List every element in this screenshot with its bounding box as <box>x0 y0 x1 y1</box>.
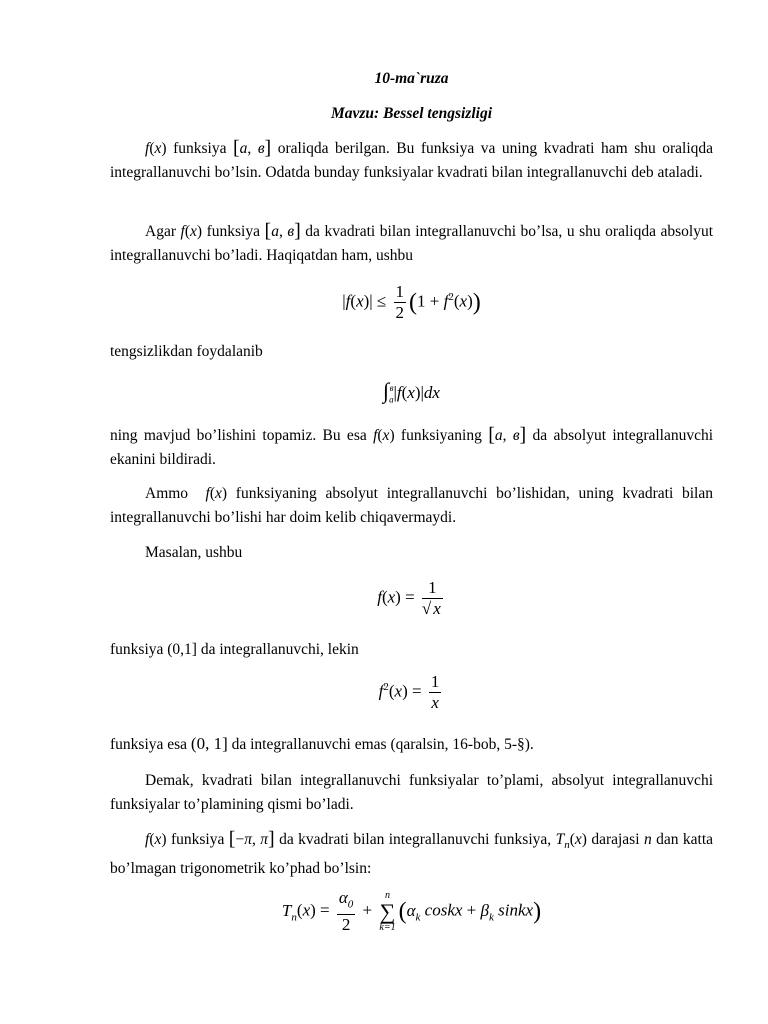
lecture-topic: Mavzu: Bessel tengsizligi <box>330 105 493 122</box>
paragraph-2: Agar f(x) funksiya [a, в] da kvadrati bilan integrallanuvchi bo’lsa, u shu oraliqda absolyut integrallanuvchi bo’ladi. Haqiqatdan ham, ushbu <box>110 220 713 264</box>
example-function-equation: f(x) = $\frac{1}{√ x}$ <box>377 578 441 618</box>
p10-text-d: dan katta bo’lmagan trigonometrik ko’phad bo’lsin: <box>110 831 714 878</box>
paragraph-6 <box>110 541 713 565</box>
paragraph-8: funksiya esa (0, 1] da integrallanuvchi emas (qaralsin, 16-bob, 5-§). <box>110 734 534 753</box>
paragraph-3 <box>110 340 713 364</box>
p1-text-a: funksiya <box>173 140 227 157</box>
example-square-equation: $f^2(x)$ = $\frac{1}{x}$ <box>378 672 440 712</box>
p7-text-a: funksiya <box>110 641 164 658</box>
p7-text-b: da integrallanuvchi, lekin <box>200 641 359 658</box>
p5-text-a: Ammo <box>145 485 189 502</box>
paragraph-7: funksiya (0,1] da integrallanuvchi, lekin <box>110 641 359 658</box>
p2-text-c: da kvadrati bilan integrallanuvchi bo’lsa, u shu oraliqda absolyut integrallanuvchi bo’ladi. Haqiqatdan ham, ushbu <box>110 223 713 264</box>
paragraph-4: ning mavjud bo’lishini topamiz. Bu esa f(x) funksiyaning [a, в] da absolyut integrallanuvchi ekanini bildiradi. <box>110 424 714 468</box>
p2-text-b: funksiya <box>206 223 260 240</box>
p4-text-b: funksiyaning <box>400 427 482 444</box>
p1-text-b: oraliqda berilgan. Bu funksiya va uning kvadrati ham shu oraliqda integrallanuvchi bo’lsin. Odatda bunday funksiyalar kvadrati bilan integrallanuvchi deb ataladi. <box>110 140 714 181</box>
paragraph-9 <box>110 769 713 817</box>
paragraph-10: f(x) funksiya [−π, π] da kvadrati bilan integrallanuvchi funksiya, $T_n(x)$ darajasi n dan katta bo’lmagan trigonometrik ko’phad bo’lsin: <box>110 828 714 878</box>
trig-polynomial-equation: $T_n(x)$ = $\frac{\alpha_0}{2}$ + n ∑ k=1 ($\alpha_k$ coskx + $\beta_k$ sinkx) <box>281 888 542 935</box>
inequality-equation: |f(x)| ≤ $\frac{1}{2}$ $(1 + f^2(x))$ <box>342 282 481 322</box>
p4-text-a: ning mavjud bo’lishini topamiz. Bu esa <box>110 427 367 444</box>
p5-text-b: funksiyaning absolyut integrallanuvchi bo’lishidan, uning kvadrati bilan integrallanuvchi bo’lishi har doim kelib chiqavermaydi. <box>110 485 713 526</box>
p3-text: tengsizlikdan foydalanib <box>110 343 263 360</box>
p6-text: Masalan, ushbu <box>145 544 243 561</box>
p10-text-b: da kvadrati bilan integrallanuvchi funksiya, <box>279 831 552 848</box>
p9-text: Demak, kvadrati bilan integrallanuvchi funksiyalar to’plami, absolyut integrallanuvchi funksiyalar to’plamining qismi bo’ladi. <box>110 772 713 813</box>
p8-text-b: da integrallanuvchi emas (qaralsin, 16-bob, 5-§). <box>231 736 534 753</box>
p10-text-a: funksiya <box>170 831 225 848</box>
p2-text-a: Agar <box>145 223 176 240</box>
paragraph-1: f(x) funksiya [a, в] oraliqda berilgan. Bu funksiya va uning kvadrati ham shu oraliqda integrallanuvchi bo’lsin. Odatda bunday funksiyalar kvadrati bilan integrallanuvchi deb ataladi. <box>110 137 714 181</box>
lecture-number: 10-ma`ruza <box>374 70 449 87</box>
paragraph-5: Ammo f(x) funksiyaning absolyut integrallanuvchi bo’lishidan, uning kvadrati bilan integrallanuvchi bo’lishi har doim kelib chiqavermaydi. <box>110 485 713 526</box>
p10-text-c: darajasi <box>591 831 640 848</box>
integral-equation: $\int_a^в|f(x)|dx$ <box>383 378 440 405</box>
p4-text-c: da absolyut integrallanuvchi ekanini bildiradi. <box>110 427 714 468</box>
p8-text-a: funksiya esa <box>110 736 188 753</box>
